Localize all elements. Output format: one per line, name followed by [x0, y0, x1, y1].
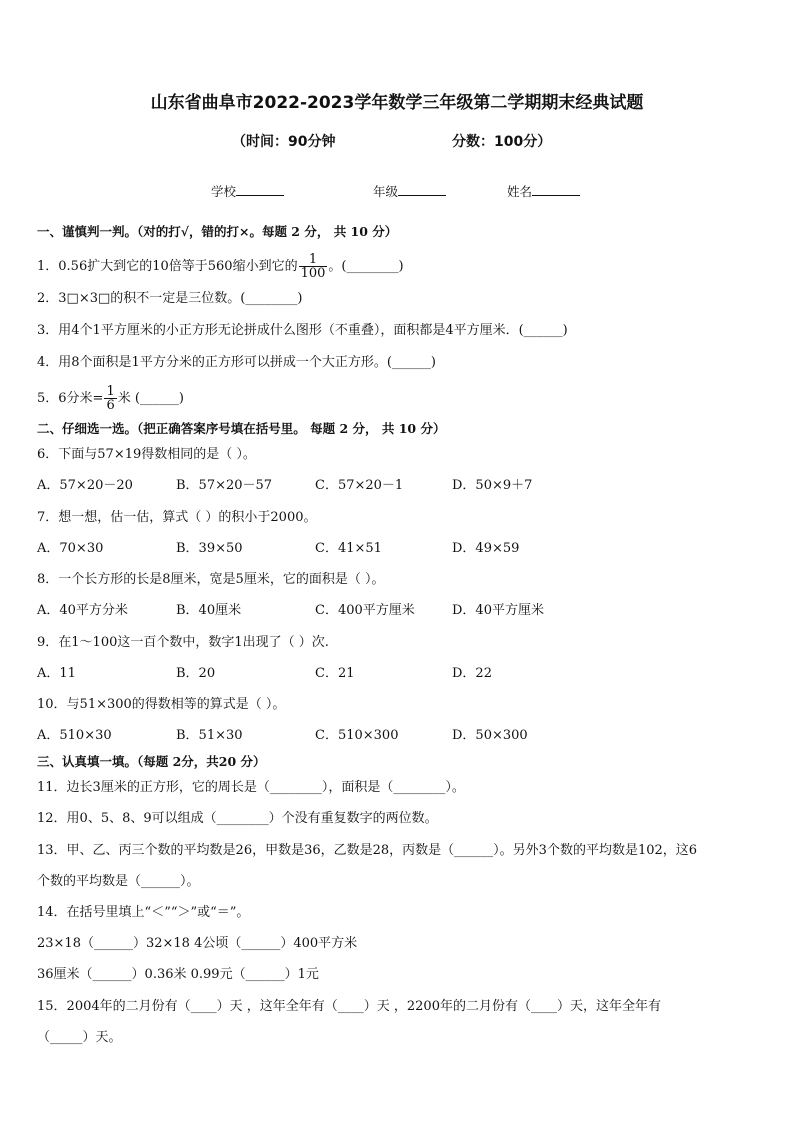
school-field[interactable]	[211, 182, 284, 200]
question-10: 10．与51×300的得数相等的算式是（ ）。	[37, 697, 286, 712]
question-8-option-c[interactable]: C．400平方厘米	[315, 603, 415, 618]
question-13-line-1: 13．甲、乙、丙三个数的平均数是26，甲数是36，乙数是28，丙数是（______）。另外3个数的平均数是102，这6	[37, 843, 698, 858]
question-2: 2．3□×3□的积不一定是三位数。(________)	[37, 291, 303, 306]
question-10-option-d[interactable]: D．50×300	[452, 728, 528, 743]
question-8-option-d[interactable]: D．40平方厘米	[452, 603, 544, 618]
question-5	[37, 385, 184, 412]
question-14: 14．在括号里填上“＜”“＞”或“＝”。	[37, 905, 250, 920]
question-11: 11．边长3厘米的正方形，它的周长是（________），面积是（________）。	[37, 780, 465, 795]
question-14-row-1: 23×18（______）32×18 4公顷（______）400平方米	[37, 936, 358, 951]
question-8: 8．一个长方形的长是8厘米，宽是5厘米，它的面积是（ ）。	[37, 572, 385, 587]
question-9-option-a[interactable]: A．11	[37, 666, 76, 681]
grade-label: 年级	[373, 184, 399, 199]
question-5-text: 5．6分米=	[37, 391, 104, 406]
question-9-option-d[interactable]: D．22	[452, 666, 492, 681]
question-15-line-1: 15．2004年的二月份有（____）天 ，这年全年有（____）天 ，2200年的二月份有（____）天，这年全年有	[37, 999, 661, 1014]
question-14-row-2: 36厘米（______）0.36米 0.99元（______）1元	[37, 967, 319, 982]
question-1-blank[interactable]: 。(________)	[328, 259, 404, 274]
question-6-option-c[interactable]: C．57×20－1	[315, 478, 404, 493]
question-6-option-a[interactable]: A．57×20－20	[37, 478, 133, 493]
school-blank[interactable]	[236, 183, 284, 196]
question-4: 4．用8个面积是1平方分米的正方形可以拼成一个大正方形。(______)	[37, 355, 436, 370]
section-heading-2: 二、仔细选一选。（把正确答案序号填在括号里。 每题 2 分， 共 10 分）	[37, 421, 446, 436]
question-15-line-2: （_____）天。	[37, 1030, 122, 1045]
question-10-option-a[interactable]: A．510×30	[37, 728, 112, 743]
name-label: 姓名	[507, 184, 533, 199]
question-10-option-c[interactable]: C．510×300	[315, 728, 399, 743]
fraction-denominator: 100	[300, 266, 326, 281]
question-7-option-a[interactable]: A．70×30	[37, 541, 104, 556]
fraction-denominator: 6	[106, 398, 115, 413]
question-3: 3．用4个1平方厘米的小正方形无论拼成什么图形（不重叠），面积都是4平方厘米．(______)	[37, 323, 568, 338]
question-9-option-b[interactable]: B．20	[176, 666, 216, 681]
grade-field[interactable]	[373, 182, 446, 200]
name-field[interactable]	[507, 182, 580, 200]
question-1-text: 1．0.56扩大到它的10倍等于560缩小到它的	[37, 259, 298, 274]
section-heading-3: 三、认真填一填。（每题 2分，共20 分）	[37, 754, 266, 769]
question-7: 7．想一想，估一估，算式（ ）的积小于2000。	[37, 510, 317, 525]
question-9: 9．在1～100这一百个数中，数字1出现了（ ）次.	[37, 635, 329, 650]
exam-score: 分数：100分）	[452, 134, 552, 150]
question-6: 6．下面与57×19得数相同的是（ ）。	[37, 447, 256, 462]
grade-blank[interactable]	[398, 183, 446, 196]
question-12: 12．用0、5、8、9可以组成（________）个没有重复数字的两位数。	[37, 811, 438, 826]
fraction-1-6	[104, 385, 116, 412]
name-blank[interactable]	[532, 183, 580, 196]
fraction-numerator: 1	[299, 253, 328, 267]
exam-time: （时间：90分钟	[232, 134, 336, 150]
question-6-option-b[interactable]: B．57×20－57	[176, 478, 273, 493]
question-7-option-c[interactable]: C．41×51	[315, 541, 382, 556]
question-9-option-c[interactable]: C．21	[315, 666, 355, 681]
question-13-line-2: 个数的平均数是（______）。	[37, 874, 200, 889]
page-title: 山东省曲阜市2022-2023学年数学三年级第二学期期末经典试题	[150, 93, 644, 113]
question-8-option-a[interactable]: A．40平方分米	[37, 603, 128, 618]
question-5-blank[interactable]: 米 (______)	[117, 391, 184, 406]
question-7-option-b[interactable]: B．39×50	[176, 541, 243, 556]
fraction-1-100	[299, 253, 328, 280]
section-heading-1: 一、谨慎判一判。（对的打√，错的打×。每题 2 分， 共 10 分）	[37, 224, 398, 239]
question-10-option-b[interactable]: B．51×30	[176, 728, 243, 743]
question-8-option-b[interactable]: B．40厘米	[176, 603, 242, 618]
question-6-option-d[interactable]: D．50×9＋7	[452, 478, 533, 493]
fraction-numerator: 1	[106, 384, 115, 399]
question-1	[37, 253, 404, 280]
question-7-option-d[interactable]: D．49×59	[452, 541, 520, 556]
school-label: 学校	[211, 184, 237, 199]
